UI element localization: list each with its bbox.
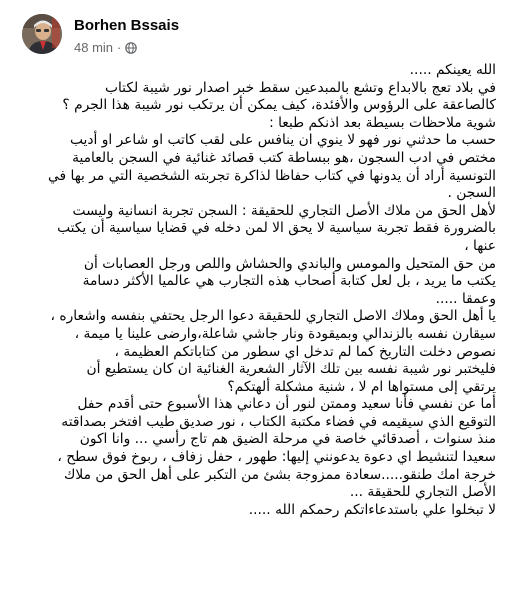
post-header xyxy=(0,0,511,60)
post-text-line: لا تبخلوا علي باستدعاءاتكم رحمكم الله ..... xyxy=(248,501,496,518)
post-text-line: في بلاد تعج بالابداع وتشع بالمبدعين سقط خبر اصدار نور شيبة لكتاب xyxy=(104,79,496,96)
avatar-photo xyxy=(22,14,62,54)
post-meta xyxy=(74,40,137,55)
post-text-line: التوقيع الذي سيقيمه في فضاء مكتبة الكتاب ، نور صديق طيب افتخر بصداقته xyxy=(61,413,496,430)
post-text-line: يكتب ما يريد ، بل لعل كتابة أصحاب هذه التجارب هي عالميا الأكثر دسامة xyxy=(82,273,496,290)
post-text-line: خرجة امك طنقو.....سعادة ممزوجة بشئ من التكبر على أهل الحق من ملاك xyxy=(63,466,496,483)
post-text-line: من حق المتحيل والمومس والباندي والحشاش واللص ورجل العصابات أن xyxy=(83,255,496,272)
avatar[interactable] xyxy=(22,14,62,54)
post-text-line: وعمقا ..... xyxy=(435,290,496,307)
post-text-line: نصوص دخلت التاريخ كما لم تدخل اي سطور من كتاباتكم العظيمة ، xyxy=(114,343,496,360)
post-text-line: سعيدا لتنشيط اي دعوة يدعونني إليها: طهور ، حفل زفاف ، ربوخ فوق سطح ، xyxy=(57,449,496,466)
post-text-line: شوية ملاحظات بسيطة بعد اذنكم طبعا : xyxy=(269,114,496,131)
post-text-line: حسب ما حدثني نور فهو لا ينوي ان ينافس على لقب كاتب او شاعر او أديب xyxy=(69,132,496,149)
post-text-line: سيقارن نفسه بالزندالي وبميقودة ونار جاشي شاعلة،وارضى علينا يا ميمة ، xyxy=(74,325,496,342)
post-text-line: كالصاعقة على الرؤوس والأفئدة، كيف يمكن أن يرتكب نور شيبة هذا الجرم ؟ xyxy=(62,97,496,114)
post-text-line: يرتقي إلى مستواها ام لا ، شنية مشكلة ألهتكم؟ xyxy=(227,378,496,395)
post-text-line: التونسية أراد أن يدونها في كتاب حفاظا لذاكرة تجربته الشخصية التي مر بها في xyxy=(48,167,496,184)
post-text-line: مختص في ادب السجون ،هو ببساطة كتب قصائد غنائية في السجن بالعامية xyxy=(72,149,496,166)
post-text-line: لأهل الحق من ملاك الأصل التجاري للحقيقة : السجن تجربة انسانية وليست xyxy=(72,202,496,219)
meta-separator: · xyxy=(117,40,122,55)
post-text xyxy=(10,62,496,519)
author-name[interactable]: Borhen Bssais xyxy=(74,17,180,34)
post-text-line: الله يعينكم ..... xyxy=(409,62,496,78)
post-time[interactable]: 48 min xyxy=(74,40,114,55)
post-text-line: عنها ، xyxy=(464,237,496,254)
post-text-line: أما عن نفسي فأنا سعيد وممتن لنور أن دعاني هذا الأسبوع حتى أقدم حفل xyxy=(77,396,496,413)
post-text-line: الأصل التجاري للحقيقة ... xyxy=(349,484,496,501)
post-text-line: منذ سنوات ، أصدقائي خاصة في مرحلة الضيق هم تاج رأسي ... وانا اكون xyxy=(79,431,496,448)
post-text-line: بالضرورة فقط تجربة سياسية لا يحق الا لمن دخله في قضايا سياسية أن يكتب xyxy=(57,220,496,237)
post-text-line: يا أهل الحق وملاك الاصل التجاري للحقيقة دعوا الرجل يحتفي بنفسه واشعاره ، xyxy=(50,308,496,325)
post-text-line: فليختبر نور شيبة نفسه بين تلك الآثار الشعرية الغنائية ان كان يستطيع أن xyxy=(86,361,496,378)
post-text-line: السجن . xyxy=(447,185,496,202)
globe-icon[interactable] xyxy=(125,42,137,54)
